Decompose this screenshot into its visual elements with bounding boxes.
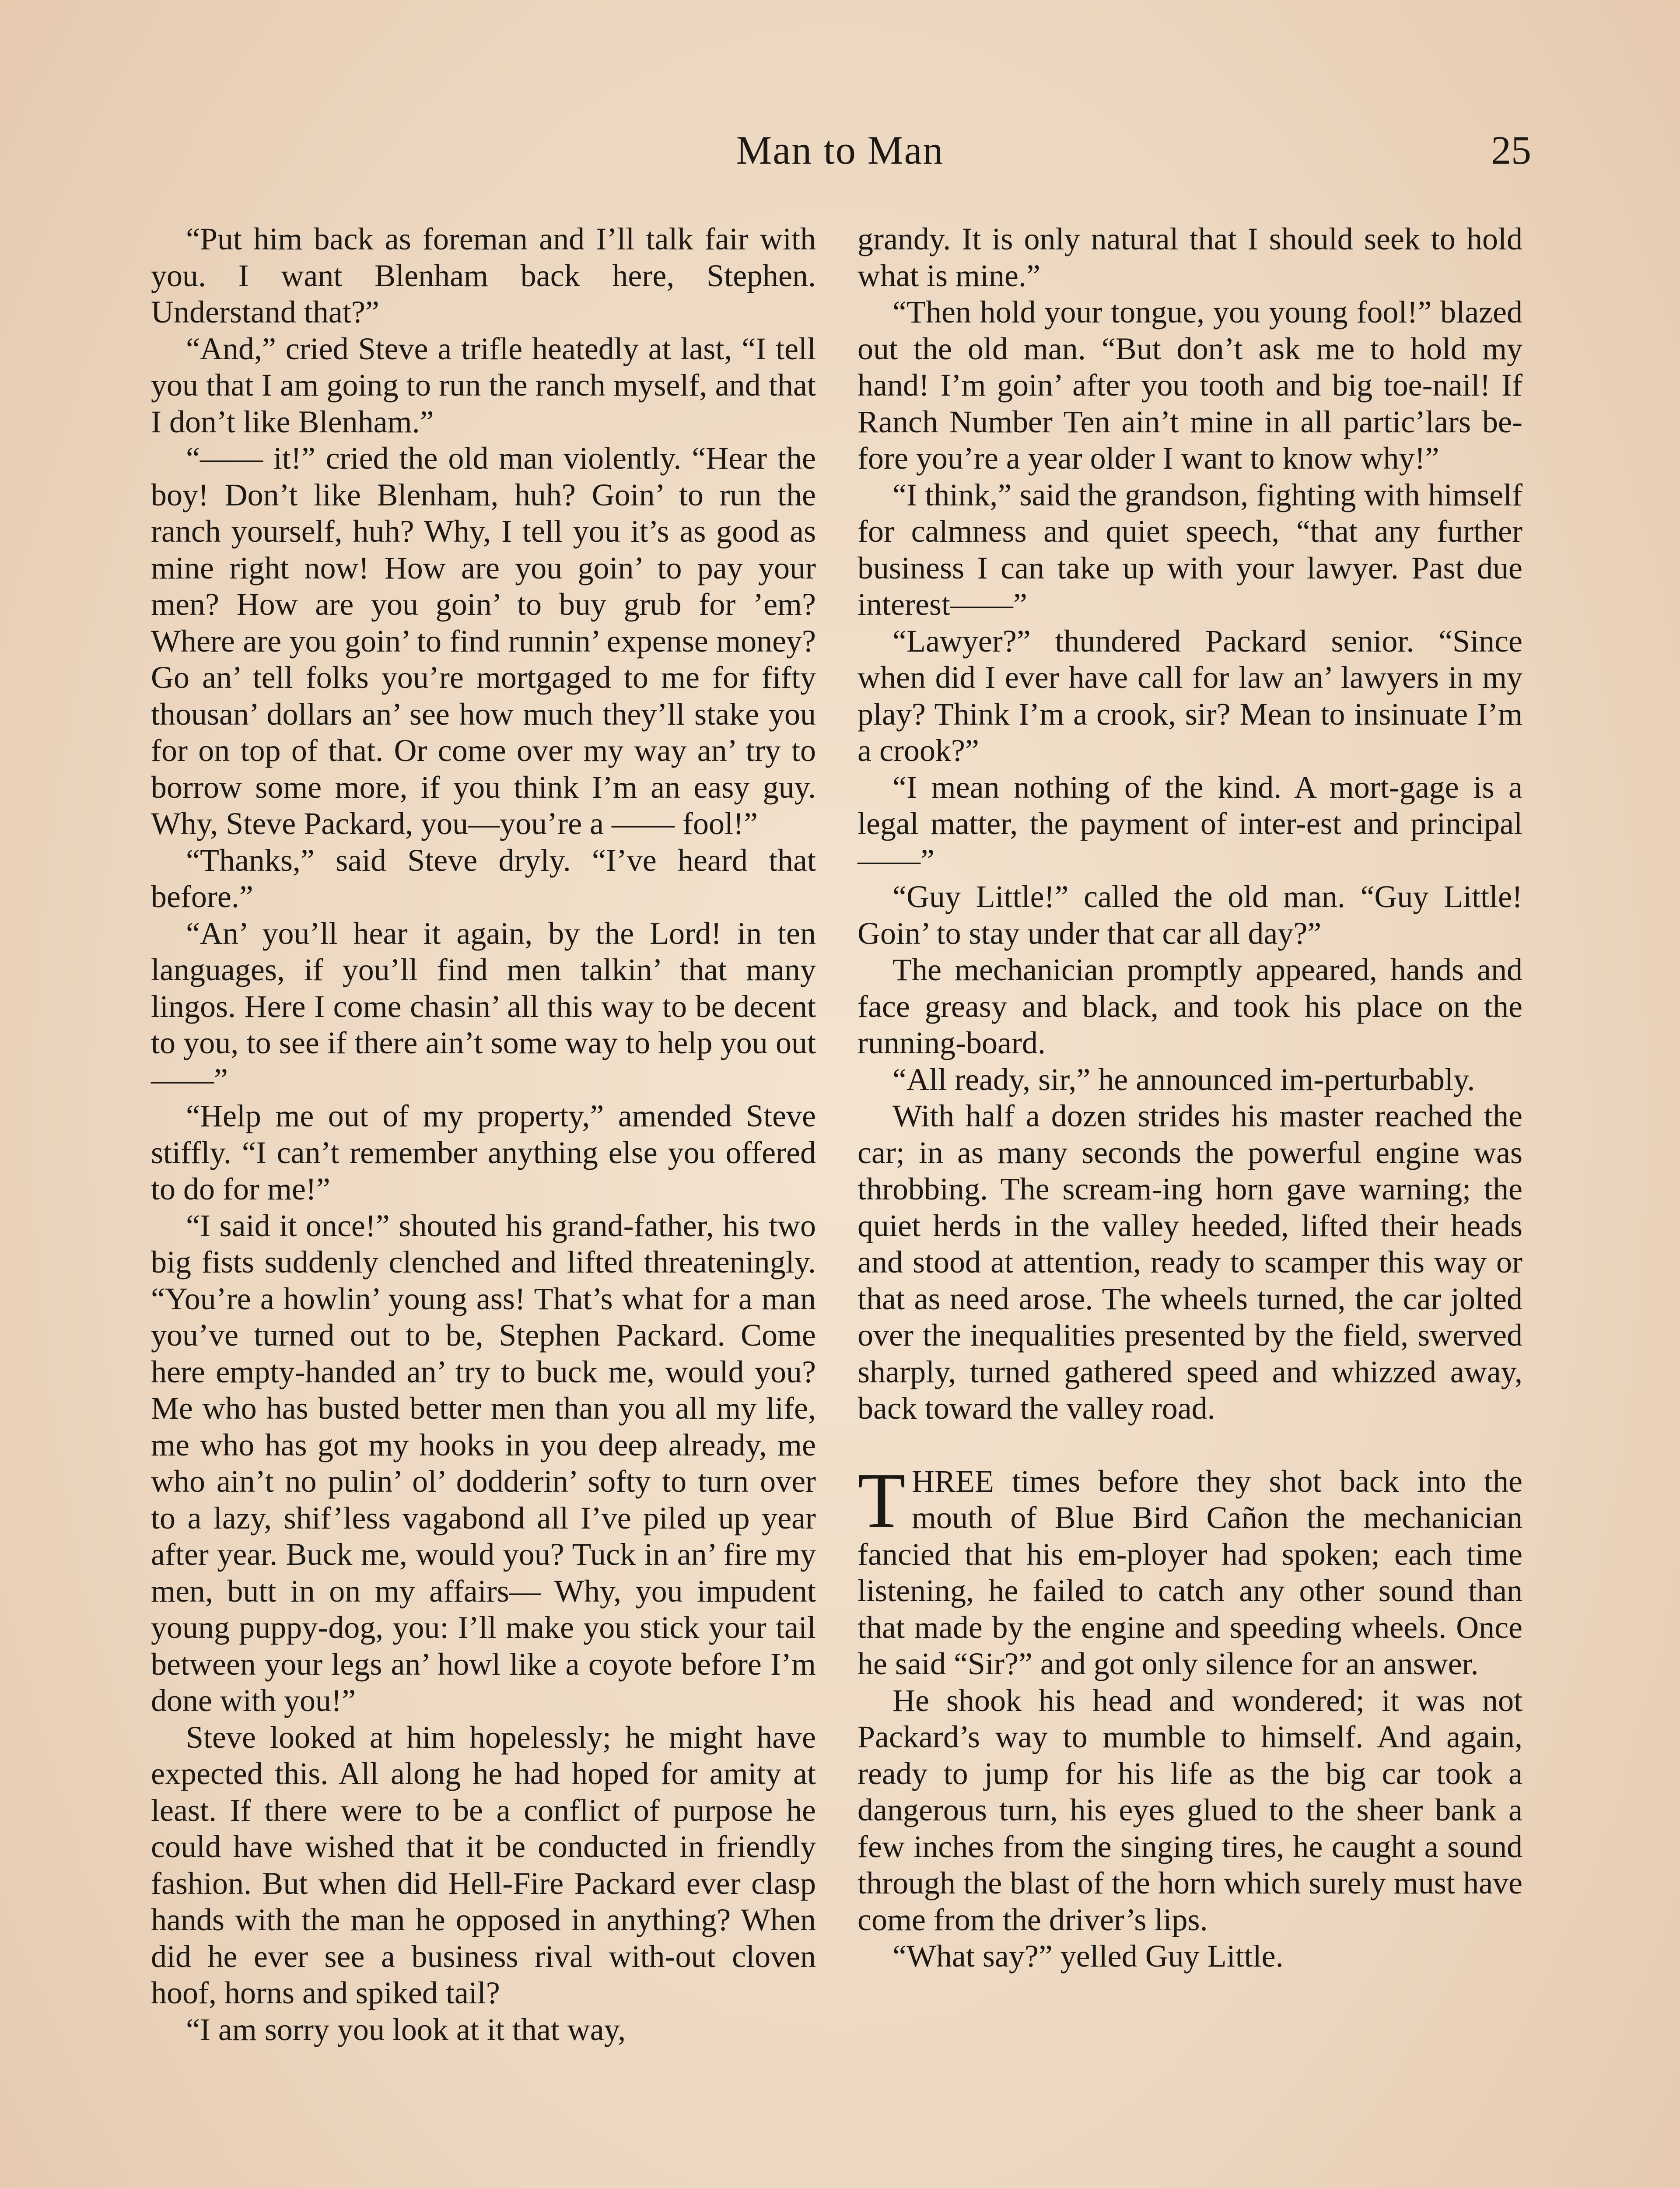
paragraph: “Guy Little!” called the old man. “Guy Little! Goin’ to stay under that car all day?” (858, 879, 1522, 951)
continued-paragraph: grandy. It is only natural that I should seek to hold what is mine.” (858, 221, 1522, 293)
paragraph: “Put him back as foreman and I’ll talk fair with you. I want Blenham back here, Stephen. Understand that?” (151, 221, 816, 330)
paragraph: “—— it!” cried the old man violently. “Hear the boy! Don’t like Blenham, huh? Goin’ to run the ranch yourself, huh? Why, I tell you it’s as good as mine right now! How are you goin’ to pay your men? How are you goin’ to buy grub for ’em? Where are you goin’ to find runnin’ expense money? Go an’ tell folks you’re mortgaged to me for fifty thousan’ dollars an’ see how much they’ll stake you for on top of that. Or come over my way an’ try to borrow some more, if you think I’m an easy guy. Why, Steve Packard, you—you’re a —— fool!” (151, 441, 816, 841)
paragraph: “Then hold your tongue, you young fool!” blazed out the old man. “But don’t ask me to hold my hand! I’m goin’ after you tooth and big toe-nail! If Ranch Number Ten ain’t mine in all partic’lars be-fore you’re a year older I want to know why!” (858, 295, 1522, 476)
right-column (858, 221, 1522, 1975)
paragraph: “Thanks,” said Steve dryly. “I’ve heard that before.” (151, 842, 816, 914)
running-title: Man to Man (736, 128, 944, 172)
paragraph: “An’ you’ll hear it again, by the Lord! in ten languages, if you’ll find men talkin’ that many lingos. Here I come chasin’ all this way to be decent to you, to see if there ain’t some way to help you out——” (151, 915, 816, 1097)
paragraph: “Help me out of my property,” amended Steve stiffly. “I can’t remember anything else you offered to do for me!” (151, 1098, 816, 1206)
paragraph: “All ready, sir,” he announced im-perturbably. (892, 1062, 1475, 1097)
page-number: 25 (1491, 128, 1531, 172)
section-opening-paragraph (858, 1456, 1522, 1683)
paragraph: “I am sorry you look at it that way, (186, 2012, 626, 2047)
drop-cap: T (858, 1456, 906, 1544)
paragraph: “And,” cried Steve a trifle heatedly at last, “I tell you that I am going to run the ranch myself, and that I don’t like Blenham.” (151, 331, 816, 439)
paragraph: “Lawyer?” thundered Packard senior. “Since when did I ever have call for law an’ lawyers in my play? Think I’m a crook, sir? Mean to insinuate I’m a crook?” (858, 623, 1522, 768)
paragraph: With half a dozen strides his master reached the car; in as many seconds the powerful engine was throbbing. The scream-ing horn gave warning; the quiet herds in the valley heeded, lifted their heads and stood at attention, ready to scamper this way or that as need arose. The wheels turned, the car jolted over the inequalities presented by the field, swerved sharply, turned gathered speed and whizzed away, back toward the valley road. (858, 1098, 1522, 1426)
paragraph: “I mean nothing of the kind. A mort-gage is a legal matter, the payment of inter-est and principal——” (858, 769, 1522, 878)
paragraph: “I said it once!” shouted his grand-father, his two big fists suddenly clenched and lifted threateningly. “You’re a howlin’ young ass! That’s what for a man you’ve turned out to be, Stephen Packard. Come here empty-handed an’ try to buck me, would you? Me who has busted better men than you all my life, me who has got my hooks in you deep already, me who ain’t no pulin’ ol’ dodderin’ softy to turn over to a lazy, shif’less vagabond all I’ve piled up year after year. Buck me, would you? Tuck in an’ fire my men, butt in on my affairs— Why, you impudent young puppy-dog, you: I’ll make you stick your tail between your legs an’ howl like a coyote before I’m done with you!” (151, 1208, 816, 1718)
paragraph: The mechanician promptly appeared, hands and face greasy and black, and took his place on the running-board. (858, 952, 1522, 1060)
page-header (149, 127, 1531, 193)
paragraph: “I think,” said the grandson, fighting with himself for calmness and quiet speech, “that any further business I can take up with your lawyer. Past due interest——” (858, 477, 1522, 622)
section-opening-text: HREE times before they shot back into the mouth of Blue Bird Cañon the mechanician fancied that his em-ployer had spoken; each time listening, he failed to catch any other sound than that made by the engine and speeding wheels. Once he said “Sir?” and got only silence for an answer. (858, 1463, 1522, 1681)
paragraph: He shook his head and wondered; it was not Packard’s way to mumble to himself. And again, ready to jump for his life as the big car took a dangerous turn, his eyes glued to the sheer bank a few inches from the singing tires, he caught a sound through the blast of the horn which surely must have come from the driver’s lips. (858, 1683, 1522, 1937)
left-column (151, 221, 816, 2048)
paragraph: Steve looked at him hopelessly; he might have expected this. All along he had hoped for amity at least. If there were to be a conflict of purpose he could have wished that it be conducted in friendly fashion. But when did Hell-Fire Packard ever clasp hands with the man he opposed in anything? When did he ever see a business rival with-out cloven hoof, horns and spiked tail? (151, 1719, 816, 2010)
paragraph: “What say?” yelled Guy Little. (892, 1939, 1284, 1974)
